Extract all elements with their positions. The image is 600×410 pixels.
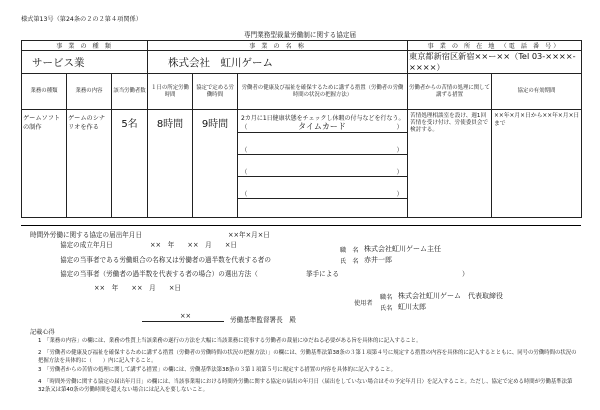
col-workers: 該当労働者数	[112, 74, 148, 110]
office-underline	[142, 321, 224, 322]
header-business-type: 事 業 の 種 類	[22, 41, 148, 51]
note-4: 4 「時間外労働に関する協定の届出年月日」の欄には、当該事業場における時間外労働に関する協定の届出の年月日（届出をしていない場合はその予定年月日）を記入すること。ただし、協定で定める時間が労働基準法第32条又は第40条の労働時間を超えない場合には記入を要しないこと。	[38, 379, 573, 393]
col-business-content: 業務の内容	[67, 74, 112, 110]
employer-name-label: 氏名	[380, 305, 393, 312]
form-number: 様式第13号（第24条の２の２第４項関係）	[21, 16, 142, 23]
paren-open-1: （	[241, 123, 248, 131]
agreement-date: ×× 年 ×× 月 ×日	[150, 241, 237, 249]
row-workers: 5名	[121, 119, 138, 130]
paren-open-2: （	[241, 146, 248, 154]
col-business-type: 業務の種類	[22, 74, 67, 110]
establishment-name: 株式会社 虹川ゲーム	[148, 51, 408, 74]
sign-date: ×× 年 ×× 月 ×日	[94, 284, 181, 292]
employer-label: 使用者	[354, 300, 373, 307]
union-person: 赤井一郎	[364, 256, 392, 264]
employer-role: 株式会社虹川ゲーム 代表取締役	[398, 292, 503, 300]
labor-office: ××	[180, 312, 192, 320]
note-2: 2 「労働者の健康及び福祉を確保するために講ずる措置（労働者の労働時間の状況の把握方法）」の欄には、労働基準法第38条の３第１項第４号に規定する措置の内容を具体的に記入するとともに、同号の労働時間の状況の把握方法を具体的に（ ）内に記入すること。	[38, 350, 577, 364]
note-3: 3 「労働者からの苦情の処理に関して講ずる措置」の欄には、労働基準法第38条の３第１項第５号に規定する措置の内容を具体的に記入すること。	[38, 367, 396, 373]
election-close: ）	[462, 270, 469, 278]
paren-open-4: （	[241, 190, 248, 198]
page-title: 専門業務型裁量労働制に関する協定届	[243, 31, 357, 39]
union-role-label: 職 名	[340, 247, 359, 254]
row-complaint: 苦情処理相談室を設け、週1回苦情を受け付け、労使委員会で検討する。	[410, 113, 489, 133]
lower-top-border	[21, 225, 581, 226]
note-1: 1 「業務の内容」の欄には、業務の性質上当該業務の遂行の方法を大幅に当該業務に従事する労働者の裁量にゆだねる必要がある旨を具体的に記入すること。	[38, 338, 422, 344]
row-business-content: ゲームのシナリオを作る	[68, 115, 106, 131]
col-daily-hours: １日の所定労働時間	[148, 74, 193, 110]
election-label: 協定の当事者（労働者の過半数を代表する者の場合）の選出方法（	[60, 270, 258, 278]
paren-open-3: （	[241, 168, 248, 176]
paren-close-4: ）	[396, 190, 403, 198]
overtime-date: ××年×月×日	[228, 231, 270, 239]
row-agreed-hours: 9時間	[201, 119, 229, 130]
col-validity-period: 協定の有効期間	[492, 74, 582, 110]
paren-close-1: ）	[396, 123, 403, 131]
row-health-measure: 2カ月に1日健康状態をチェックし休暇の付与などを行なう。	[241, 115, 405, 122]
paren-close-2: ）	[396, 146, 403, 154]
col-agreed-hours: 協定で定める労働時間	[193, 74, 238, 110]
header-business-address: 事 業 の 所 在 地 （電 話 番 号）	[408, 41, 582, 51]
agreement-form-table	[21, 40, 582, 218]
establishment-type: サービス業	[22, 51, 148, 74]
overtime-label: 時間外労働に関する協定の届出年月日	[30, 231, 143, 239]
union-person-label: 氏 名	[340, 258, 359, 265]
employer-name: 虹川太郎	[398, 303, 426, 311]
row-business-type: ゲームソフトの制作	[23, 115, 61, 131]
union-label: 協定の当事者である労働組合の名称又は労働者の過半数を代表する者の	[60, 256, 271, 264]
health-measures-cell	[238, 110, 408, 218]
col-complaint-measures: 労働者からの苦情の処理に関して講ずる措置	[408, 74, 492, 110]
col-health-measures: 労働者の健康及び福祉を確保するために講ずる措置（労働者の労働時間の状況の把握方法）	[238, 74, 408, 110]
notes-title: 記載心得	[30, 329, 55, 336]
union-role: 株式会社虹川ゲーム主任	[364, 245, 441, 253]
election-method: 挙手による	[306, 270, 339, 278]
header-business-name: 事 業 の 名 称	[148, 41, 408, 51]
office-suffix: 労働基準監督署長 殿	[230, 316, 296, 324]
establishment-address: 東京都新宿区新宿××ー××（Tel 03-××××-××××）	[408, 51, 582, 74]
agreement-date-label: 協定の成立年月日	[60, 241, 113, 249]
paren-close-3: ）	[396, 168, 403, 176]
employer-role-label: 職名	[380, 294, 393, 301]
row-daily-hours: 8時間	[156, 119, 184, 130]
row-health-method: タイムカード	[298, 122, 346, 131]
row-validity: ××年×月×日から××年×月×日まで	[494, 113, 580, 127]
